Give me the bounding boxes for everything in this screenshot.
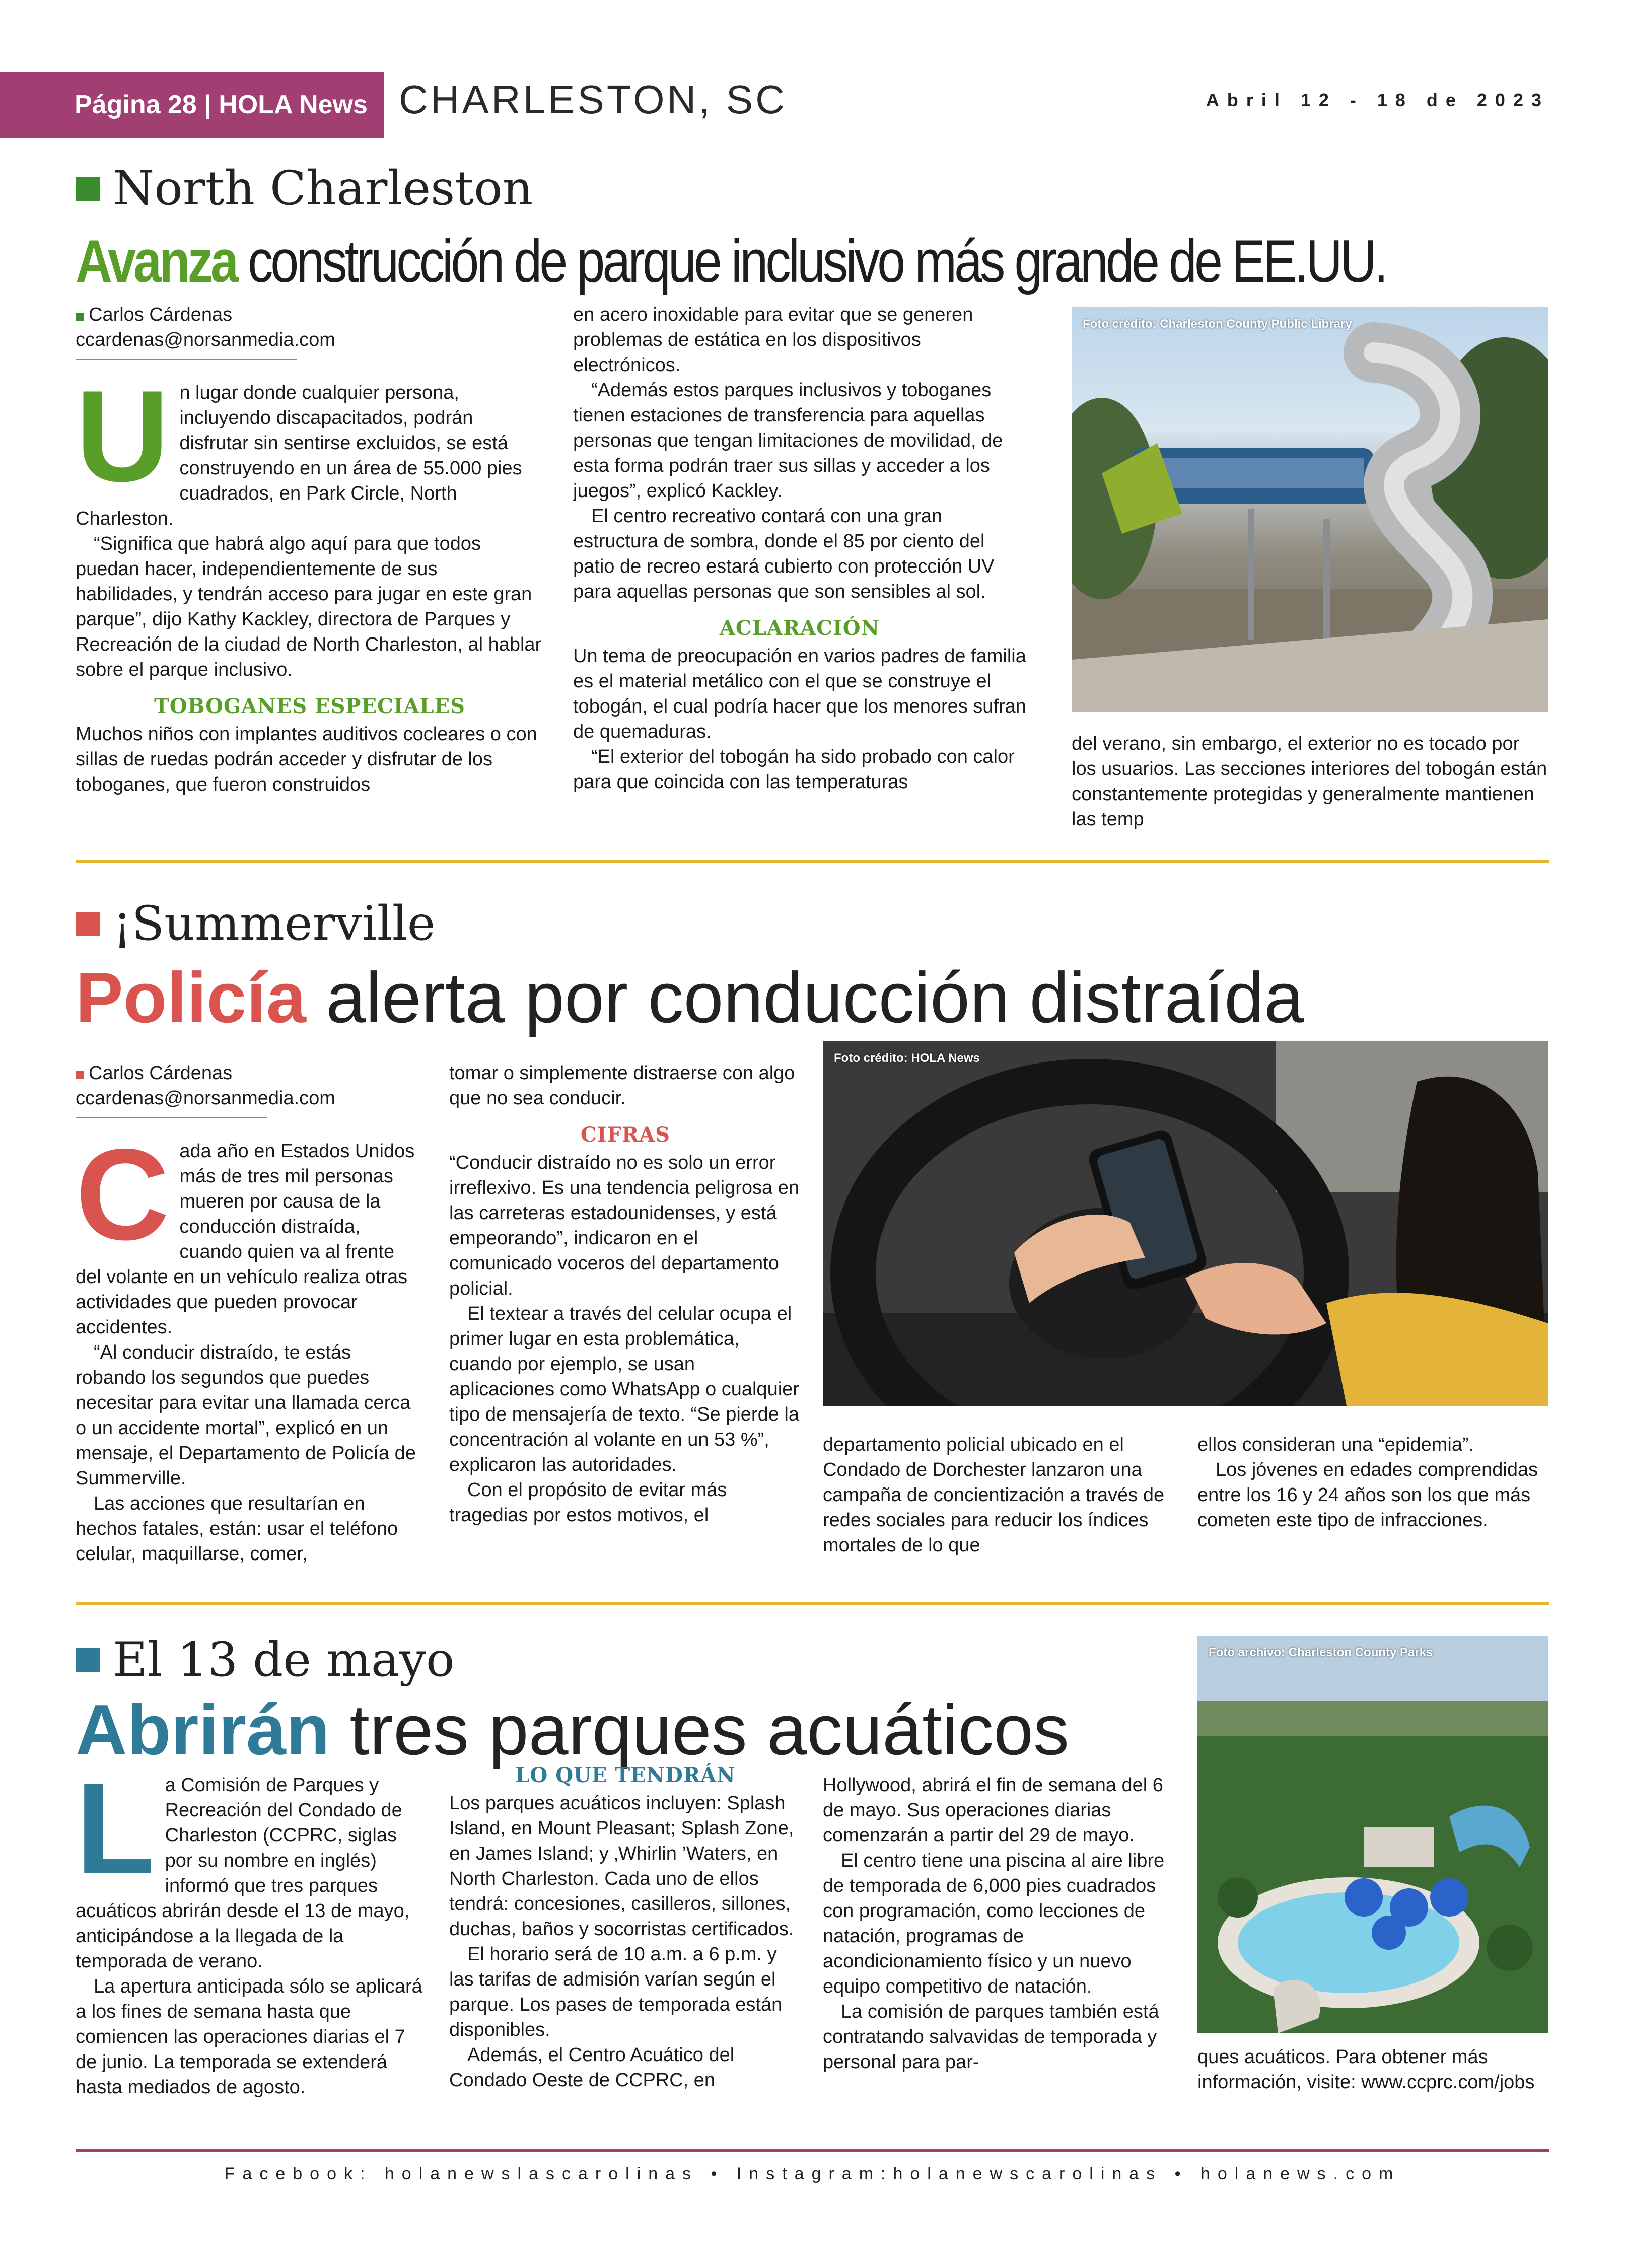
issue-date: Abril 12 - 18 de 2023 (1206, 90, 1549, 110)
photo-credit: Foto archivo: Charleston County Parks (1209, 1646, 1433, 1659)
square-bullet-icon (76, 1071, 84, 1079)
article3-column-2 (449, 1762, 802, 2093)
driver-photo (823, 1041, 1548, 1406)
article3-paragraph: ques acuáticos. Para obtener más información, visite: www.ccprc.com/jobs (1197, 2046, 1535, 2093)
article1-paragraph: del verano, sin embargo, el exterior no es tocado por los usuarios. Las secciones interiores del tobogán están constantemente protegidas y generalmente mantienen las temp (1072, 733, 1547, 830)
playground-photo (1072, 307, 1548, 712)
article1-paragraph: en acero inoxidable para evitar que se generen problemas de estática en los dispositivos electrónicos. (573, 304, 973, 376)
article1-paragraph: Muchos niños con implantes auditivos cocleares o con sillas de ruedas podrán acceder y disfrutar de los toboganes, que fueron construidos (76, 724, 537, 795)
article2-paragraph: “Al conducir distraído, te estás robando los segundos que puedes necesitar para evitar una llamada cerca o un accidente mortal”, explicó en un mensaje, el Departamento de Policía de Summerville. (76, 1342, 416, 1489)
page-label: Página 28 | HOLA News (0, 72, 384, 138)
photo-credit: Foto crédito: HOLA News (834, 1051, 980, 1065)
article2-kicker (76, 896, 435, 951)
article2-paragraph: ellos consideran una “epidemia”. (1197, 1434, 1474, 1455)
section-divider (76, 860, 1549, 863)
square-bullet-icon (76, 313, 84, 321)
byline-email: ccardenas@norsanmedia.com (76, 329, 335, 350)
article1-headline-emph: Avanza (76, 228, 236, 295)
article2-column-4 (1197, 1432, 1548, 1533)
article2-subhead: CIFRAS (580, 1123, 671, 1147)
article3-lead: a Comisión de Parques y Recreación del Condado de Charleston (CCPRC, siglas por su nombre en inglés) informó que tres parques acuáticos abrirán desde el 13 de mayo, anticipándose a la llegada de la temporada de verano. (76, 1775, 410, 1972)
article2-headline-rest: alerta por conducción distraída (306, 958, 1304, 1038)
byline-name: Carlos Cárdenas (89, 304, 233, 325)
photo-credit: Foto crédito: Charleston County Public Library (1083, 317, 1352, 331)
article1-lead: n lugar donde cualquier persona, incluyendo discapacitados, podrán disfrutar sin sentirse excluidos, se está construyendo en un área de 55.000 pies cuadrados, en Park Circle, North Charleston. (76, 382, 522, 529)
article2-headline (76, 957, 1304, 1039)
article1-paragraph: “Además estos parques inclusivos y toboganes tienen estaciones de transferencia para aquellas personas que tengan limitaciones de movilidad, de esta forma podrán traer sus sillas y acceder a los juegos”, explicó Kackley. (573, 380, 1003, 502)
article3-column-1 (76, 1755, 423, 2100)
article3-subhead: LO QUE TENDRÁN (515, 1763, 736, 1787)
article2-byline (76, 1060, 423, 1086)
article2-column-2 (449, 1060, 802, 1528)
article2-paragraph: Las acciones que resultarían en hechos fatales, están: usar el teléfono celular, maquillarse, comer, (76, 1493, 398, 1565)
article1-paragraph: “El exterior del tobogán ha sido probado con calor para que coincida con las temperaturas (573, 746, 1015, 793)
article2-paragraph: “Conducir distraído no es solo un error irreflexivo. Es una tendencia peligrosa en las carreteras estadounidenses, y está empeorando”, indicaron en el comunicado voceros del departamento policial. (449, 1152, 799, 1299)
article3-headline-rest: tres parques acuáticos (329, 1690, 1070, 1770)
article3-column-3 (823, 1773, 1175, 2075)
article1-subhead: TOBOGANES ESPECIALES (154, 694, 466, 718)
article2-headline-emph: Policía (76, 958, 306, 1038)
waterpark-photo (1197, 1636, 1548, 2033)
dropcap: C (76, 1121, 170, 1267)
article2-paragraph: Los jóvenes en edades comprendidas entre los 16 y 24 años son los que más cometen este tipo de infracciones. (1197, 1459, 1538, 1531)
article3-column-4 (1197, 2044, 1548, 2095)
article2-column-3 (823, 1432, 1175, 1558)
section-divider (76, 1602, 1549, 1605)
article1-headline-rest: construcción de parque inclusivo más grande de EE.UU. (236, 228, 1386, 295)
article2-paragraph: El textear a través del celular ocupa el primer lugar en esta problemática, cuando por ejemplo, se usan aplicaciones como WhatsApp o cualquier tipo de mensajería de texto. “Se pierde la concentración al volante en un 53 %”, explicaron las autoridades. (449, 1303, 799, 1475)
article1-paragraph: Un tema de preocupación en varios padres de familia es el material metálico con el que se construye el tobogán, el cual podría hacer que los menores sufran de quemaduras. (573, 646, 1026, 742)
article2-paragraph: tomar o simplemente distraerse con algo que no sea conducir. (449, 1062, 795, 1109)
article2-column-1 (76, 1060, 423, 1567)
article1-subhead: ACLARACIÓN (719, 616, 880, 640)
byline-rule (76, 1117, 267, 1118)
article3-paragraph: La apertura anticipada sólo se aplicará a los fines de semana hasta que comiencen las operaciones diarias el 7 de junio. La temporada se extenderá hasta mediados de agosto. (76, 1976, 422, 2098)
article1-column-3 (1072, 731, 1548, 832)
article1-paragraph: “Significa que habrá algo aquí para que todos puedan hacer, independientemente de sus habilidades, y tendrán acceso para jugar en este gran parque”, dijo Kathy Kackley, directora de Parques y Recreación de la ciudad de North Charleston, al hablar sobre el parque inclusivo. (76, 533, 542, 680)
byline-email: ccardenas@norsanmedia.com (76, 1088, 335, 1109)
article3-paragraph: El centro tiene una piscina al aire libre de temporada de 6,000 pies cuadrados con programación, como lecciones de natación, programas de acondicionamiento físico y un nuevo equipo competitivo de natación. (823, 1850, 1165, 1997)
article1-kicker (76, 161, 533, 216)
playground-illustration (1072, 307, 1548, 712)
driver-illustration (823, 1041, 1548, 1406)
article3-headline (76, 1689, 1069, 1771)
article1-kicker-text: North Charleston (113, 161, 533, 216)
article2-paragraph: departamento policial ubicado en el Condado de Dorchester lanzaron una campaña de concientización a través de redes sociales para reducir los índices mortales de lo que (823, 1434, 1165, 1556)
article3-paragraph: El horario será de 10 a.m. a 6 p.m. y las tarifas de admisión varían según el parque. Los pases de temporada están disponibles. (449, 1944, 783, 2040)
article3-kicker-text: El 13 de mayo (113, 1633, 455, 1687)
article3-paragraph: La comisión de parques también está contratando salvavidas de temporada y personal para par- (823, 2001, 1159, 2073)
article3-paragraph: Hollywood, abrirá el fin de semana del 6 de mayo. Sus operaciones diarias comenzarán a partir del 29 de mayo. (823, 1775, 1163, 1846)
article3-headline-emph: Abrirán (76, 1690, 330, 1770)
byline-name: Carlos Cárdenas (89, 1062, 233, 1084)
byline-rule (76, 359, 297, 360)
article3-paragraph: Además, el Centro Acuático del Condado Oeste de CCPRC, en (449, 2044, 735, 2091)
waterpark-illustration (1197, 1636, 1548, 2033)
article3-paragraph: Los parques acuáticos incluyen: Splash Island, en Mount Pleasant; Splash Zone, en James Island; y ‚Whirlin ’Waters, en North Charleston. Cada uno de ellos tendrá: concesiones, casilleros, sillones, duchas, baños y socorristas certificados. (449, 1793, 794, 1940)
article2-kicker-text: ¡Summerville (113, 896, 436, 951)
square-bullet-icon (76, 177, 100, 201)
article1-column-1 (76, 302, 544, 797)
footer-social-links: Facebook: holanewslascarolinas • Instagram:holanewscarolinas • holanews.com (224, 2164, 1401, 2183)
dropcap: U (76, 363, 170, 509)
dropcap: L (76, 1755, 155, 1901)
article1-byline (76, 302, 544, 327)
article1-paragraph: El centro recreativo contará con una gran estructura de sombra, donde el 85 por ciento del patio de recreo estará cubierto con protección UV para aquellas personas que son sensibles al sol. (573, 506, 995, 602)
article1-column-2 (573, 302, 1026, 795)
article1-headline (76, 227, 1386, 296)
footer-rule (76, 2149, 1549, 2152)
article3-kicker (76, 1633, 455, 1687)
city-label: CHARLESTON, SC (399, 77, 787, 122)
square-bullet-icon (76, 1648, 100, 1672)
square-bullet-icon (76, 912, 100, 936)
article2-lead: ada año en Estados Unidos más de tres mil personas mueren por causa de la conducción distraída, cuando quien va al frente del volante en un vehículo realiza otras actividades que pueden provocar accidentes. (76, 1141, 415, 1338)
article2-paragraph: Con el propósito de evitar más tragedias por estos motivos, el (449, 1479, 727, 1526)
